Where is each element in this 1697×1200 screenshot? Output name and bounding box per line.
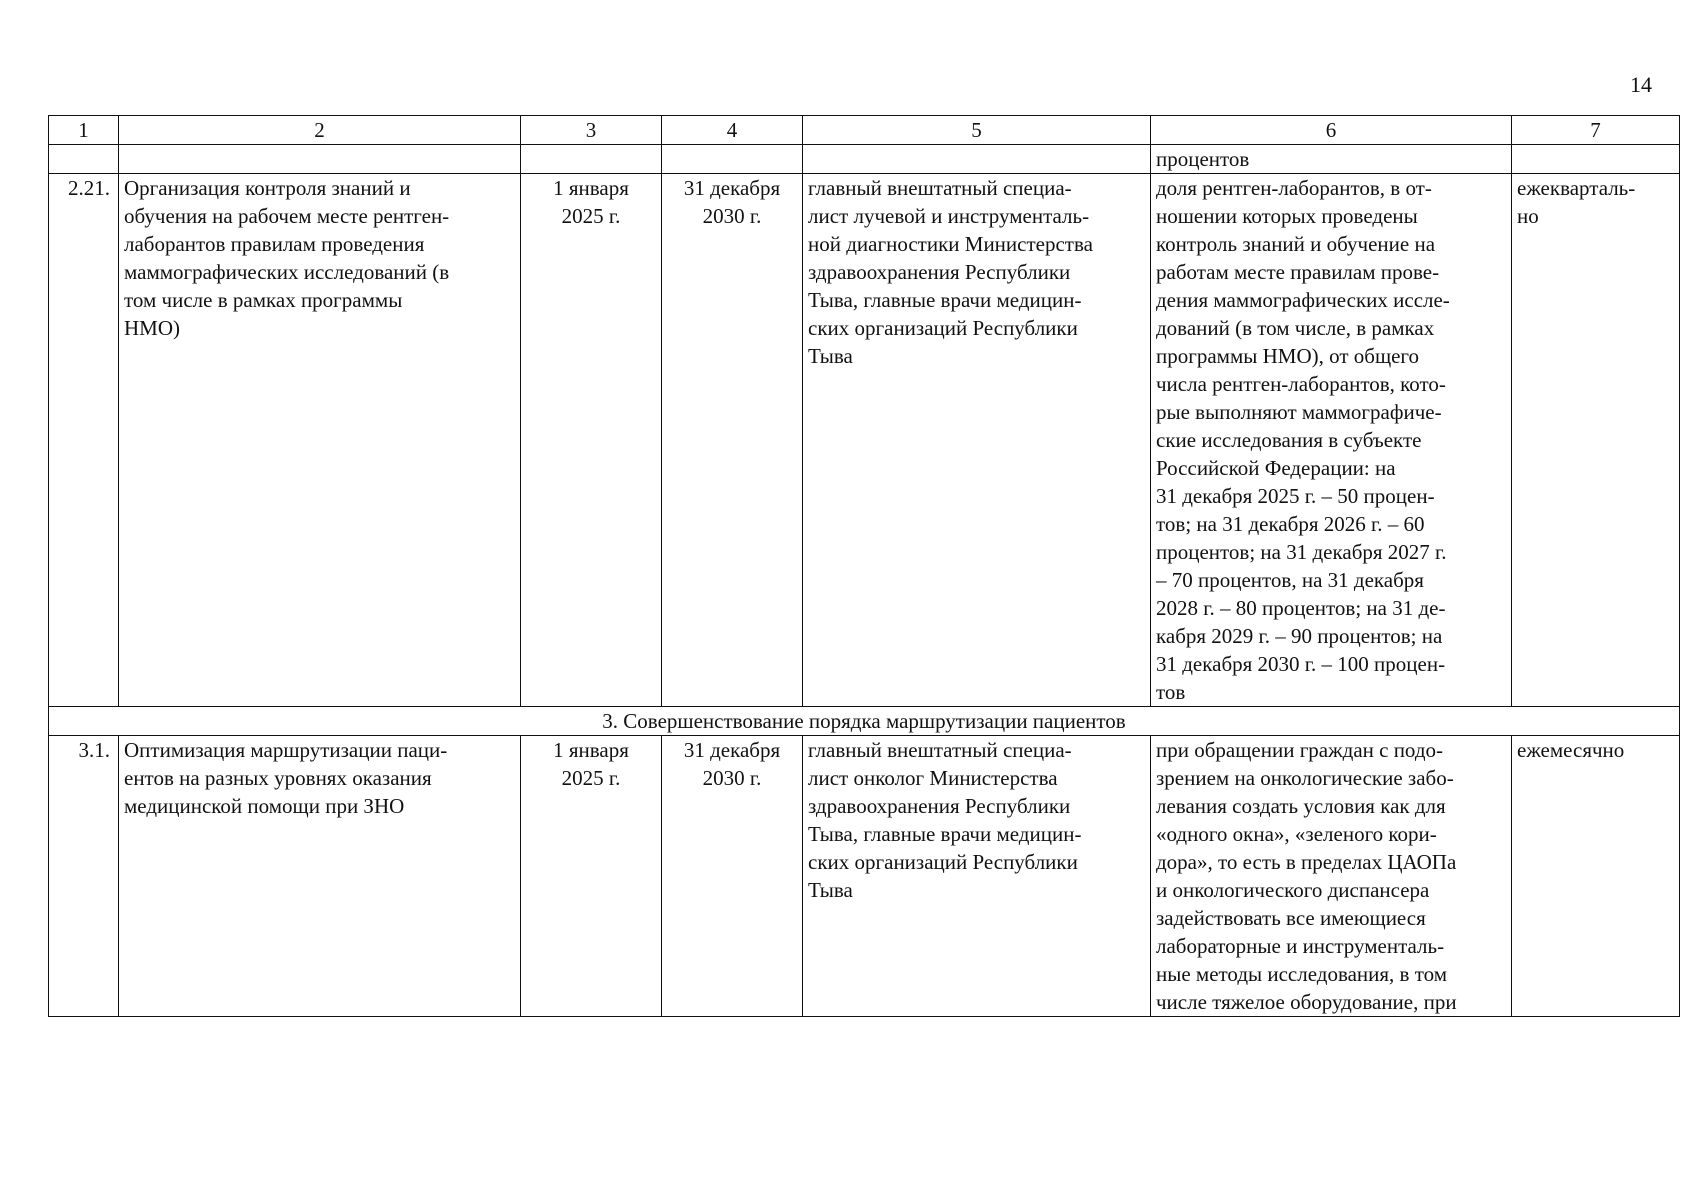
end-date-cell — [662, 736, 803, 1017]
cell-line: маммографических исследований (в — [124, 260, 450, 284]
cell-line: задействовать все имеющиеся — [1156, 906, 1426, 930]
column-number: 2 — [119, 116, 521, 145]
column-number: 3 — [521, 116, 662, 145]
cell-line: левания создать условия как для — [1156, 794, 1446, 818]
column-number: 6 — [1151, 116, 1512, 145]
cell-line: лист лучевой и инструменталь- — [808, 204, 1090, 228]
cell-line: Тыва — [808, 878, 853, 902]
cell-line: ентов на разных уровнях оказания — [124, 766, 432, 790]
cell-line: числе тяжелое оборудование, при — [1156, 990, 1457, 1014]
cell-line: дора», то есть в пределах ЦАОПа — [1156, 850, 1457, 874]
cell-line: тов; на 31 декабря 2026 г. – 60 — [1156, 512, 1425, 536]
cell-line: ежемесячно — [1517, 738, 1625, 762]
cell-line: здравоохранения Республики — [808, 794, 1071, 818]
cell-line: ских организаций Республики — [808, 316, 1078, 340]
cell-line: 2030 г. — [702, 766, 762, 790]
result-cell — [1151, 736, 1512, 1017]
cell-line: Организация контроля знаний и — [124, 176, 411, 200]
cell-line: 31 декабря — [683, 176, 781, 200]
cell-line: доля рентген-лаборантов, в от- — [1156, 176, 1432, 200]
section-title: 3. Совершенствование порядка маршрутизации пациентов — [49, 707, 1680, 736]
cell-line: тов — [1156, 680, 1186, 704]
cell-line: и онкологического диспансера — [1156, 878, 1430, 902]
section-row — [49, 707, 1680, 736]
frequency-cell — [1512, 174, 1680, 707]
cell-line: медицинской помощи при ЗНО — [124, 794, 405, 818]
cell-line: 2025 г. — [561, 766, 621, 790]
start-date-cell — [521, 174, 662, 707]
cell-line: главный внештатный специа- — [808, 176, 1072, 200]
cell-line: контроль знаний и обучение на — [1156, 232, 1436, 256]
start-date-cell — [521, 736, 662, 1017]
cell-line: ной диагностики Министерства — [808, 232, 1093, 256]
cell-line: 2030 г. — [702, 204, 762, 228]
cell-line: лист онколог Министерства — [808, 766, 1058, 790]
cell-line: рые выполняют маммографиче- — [1156, 400, 1442, 424]
cell-line: ношении которых проведены — [1156, 204, 1418, 228]
column-number: 4 — [662, 116, 803, 145]
column-number: 7 — [1512, 116, 1680, 145]
cell-line: числа рентген-лаборантов, кото- — [1156, 372, 1446, 396]
cell-line: Тыва — [808, 344, 853, 368]
cell-line: ские исследования в субъекте — [1156, 428, 1422, 452]
cell-line: кабря 2029 г. – 90 процентов; на — [1156, 624, 1443, 648]
frequency-cell — [1512, 736, 1680, 1017]
cell-line: 1 января — [553, 738, 629, 762]
continuation-row — [49, 145, 1680, 174]
cell-line: дения маммографических иссле- — [1156, 288, 1450, 312]
column-number: 5 — [803, 116, 1151, 145]
plan-table — [48, 115, 1680, 1017]
cell-line: лабораторные и инструменталь- — [1156, 934, 1445, 958]
cell-line: 31 декабря 2030 г. – 100 процен- — [1156, 652, 1446, 676]
cell-line: лаборантов правилам проведения — [124, 232, 425, 256]
cell-line: работам месте правилам прове- — [1156, 260, 1440, 284]
row-number: 2.21. — [49, 174, 119, 707]
cell-line: Российской Федерации: на — [1156, 456, 1396, 480]
responsible-cell — [803, 174, 1151, 707]
cell-line: Тыва, главные врачи медицин- — [808, 288, 1082, 312]
column-number-row — [49, 116, 1680, 145]
cell-line: 31 декабря — [683, 738, 781, 762]
cell-line: – 70 процентов, на 31 декабря — [1156, 568, 1424, 592]
table-row — [49, 174, 1680, 707]
continuation-text: процентов — [1151, 145, 1512, 174]
cell-line: «одного окна», «зеленого кори- — [1156, 822, 1437, 846]
cell-line: программы НМО), от общего — [1156, 344, 1420, 368]
cell-line: здравоохранения Республики — [808, 260, 1071, 284]
cell-line: 1 января — [553, 176, 629, 200]
cell-line: Оптимизация маршрутизации паци- — [124, 738, 448, 762]
table-row — [49, 736, 1680, 1017]
cell-line: ежекварталь- — [1517, 176, 1636, 200]
end-date-cell — [662, 174, 803, 707]
row-number: 3.1. — [49, 736, 119, 1017]
cell-line: ских организаций Республики — [808, 850, 1078, 874]
cell-line: главный внештатный специа- — [808, 738, 1072, 762]
cell-line: 2028 г. – 80 процентов; на 31 де- — [1156, 596, 1446, 620]
cell-line: ные методы исследования, в том — [1156, 962, 1448, 986]
responsible-cell — [803, 736, 1151, 1017]
cell-line: зрением на онкологические забо- — [1156, 766, 1454, 790]
cell-line: 31 декабря 2025 г. – 50 процен- — [1156, 484, 1435, 508]
result-cell — [1151, 174, 1512, 707]
cell-line: при обращении граждан с подо- — [1156, 738, 1444, 762]
cell-line: НМО) — [124, 316, 180, 340]
cell-line: Тыва, главные врачи медицин- — [808, 822, 1082, 846]
event-cell — [119, 736, 521, 1017]
cell-line: процентов; на 31 декабря 2027 г. — [1156, 540, 1447, 564]
cell-line: но — [1517, 204, 1539, 228]
column-number: 1 — [49, 116, 119, 145]
event-cell — [119, 174, 521, 707]
page-number: 14 — [1630, 72, 1652, 97]
cell-line: 2025 г. — [561, 204, 621, 228]
cell-line: дований (в том числе, в рамках — [1156, 316, 1435, 340]
cell-line: обучения на рабочем месте рентген- — [124, 204, 450, 228]
cell-line: том числе в рамках программы — [124, 288, 403, 312]
